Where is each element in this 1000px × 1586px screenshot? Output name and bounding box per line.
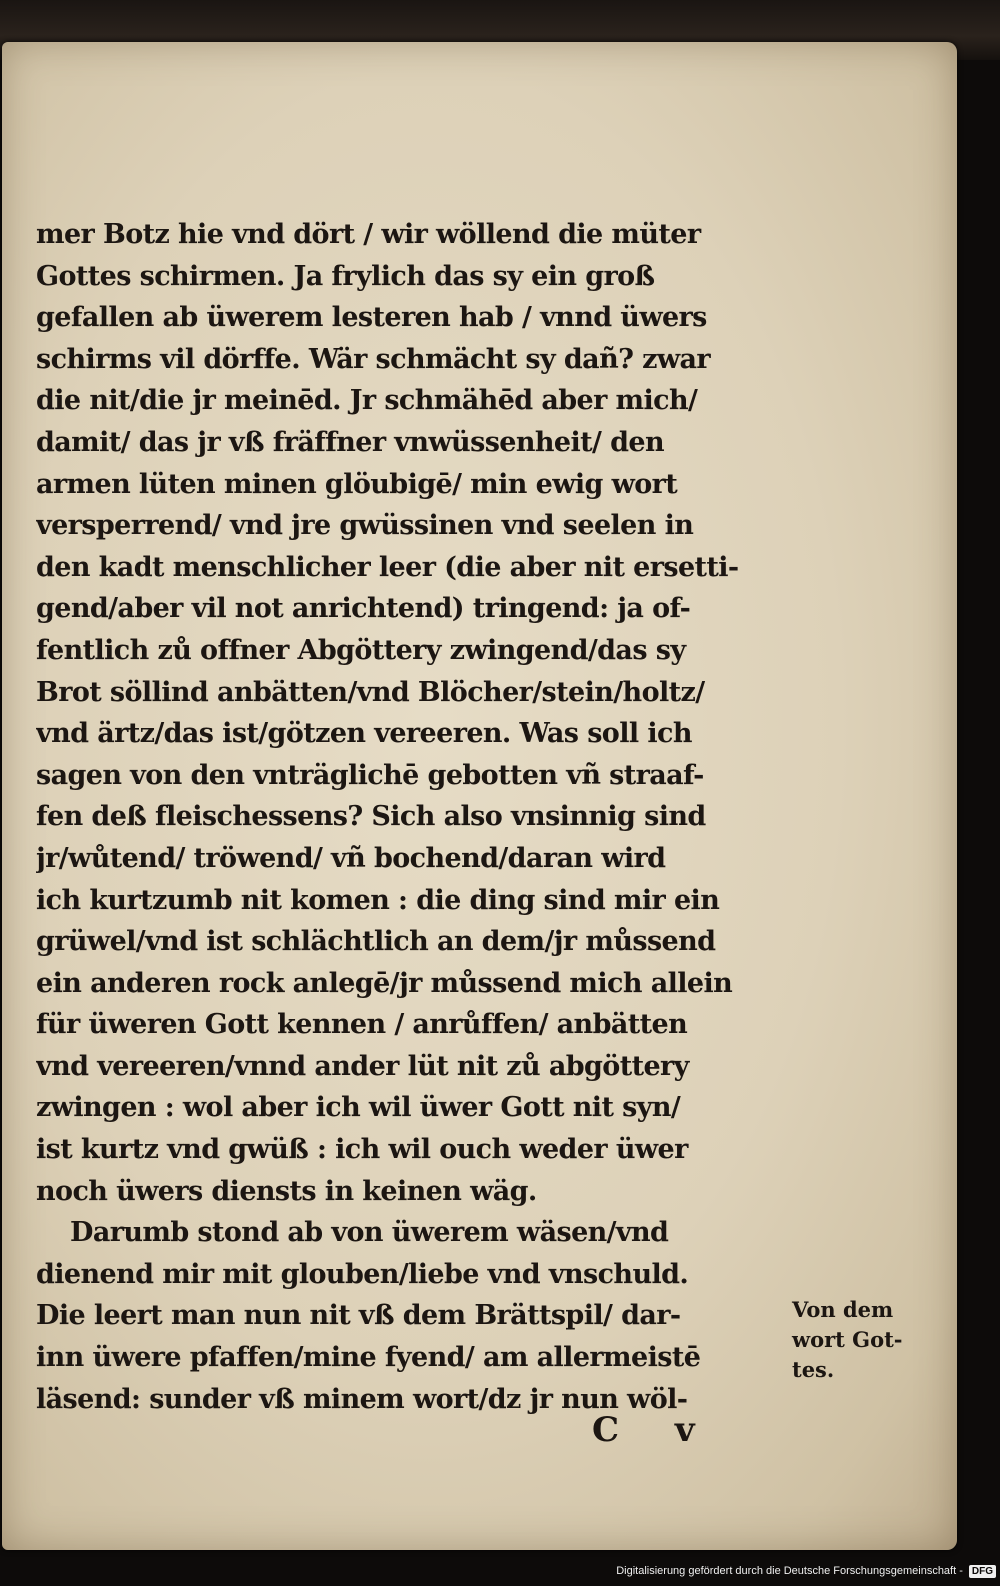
text-line: dienend mir mit glouben/liebe vnd vnschuld. <box>36 1258 689 1290</box>
text-line: mer Botz hie vnd dört / wir wöllend die müter <box>36 219 701 250</box>
text-line: gend/aber vil not anrichtend) tringend: ja of- <box>36 593 691 625</box>
text-line: zwingen : wol aber ich wil üwer Gott nit syn/ <box>36 1092 681 1124</box>
main-text-block <box>36 214 796 1420</box>
text-line: vnd ärtz/das ist/götzen vereeren. Was soll ich <box>36 718 692 750</box>
text-line: ich kurtzumb nit komen : die ding sind mir ein <box>36 884 720 916</box>
book-page <box>2 42 957 1550</box>
text-line: jr/wůtend/ tröwend/ vñ bochend/daran wird <box>36 842 666 874</box>
text-line: die nit/die jr meinēd. Jr schmähēd aber mich/ <box>36 385 698 417</box>
text-line: damit/ das jr vß fräffner vnwüssenheit/ den <box>36 426 664 458</box>
text-line: Brot söllind anbätten/vnd Blöcher/stein/holtz/ <box>36 676 705 708</box>
footer-credit: Digitalisierung gefördert durch die Deutsche Forschungsgemeinschaft - <box>616 1565 963 1577</box>
text-line: sagen von den vnträglichē gebotten vñ straaf- <box>36 759 704 791</box>
text-line: für üweren Gott kennen / anrůffen/ anbätten <box>36 1009 688 1041</box>
text-line: den kadt menschlicher leer (die aber nit ersetti- <box>36 551 739 583</box>
margin-note-line: Von dem <box>792 1297 894 1322</box>
text-line: noch üwers diensts in keinen wäg. <box>36 1175 537 1207</box>
text-line: gefallen ab üwerem lesteren hab / vnnd üwers <box>36 302 707 334</box>
text-line: läsend: sunder vß minem wort/dz jr nun wöl- <box>36 1383 688 1415</box>
text-line: Darumb stond ab von üwerem wäsen/vnd <box>70 1217 669 1249</box>
text-line: vnd vereeren/vnnd ander lüt nit zů abgöttery <box>36 1050 689 1082</box>
text-line: fentlich zů offner Abgöttery zwingend/das sy <box>36 634 686 666</box>
text-line: Die leert man nun nit vß dem Brättspil/ dar- <box>36 1300 681 1332</box>
text-line: ein anderen rock anlegē/jr můssend mich allein <box>36 967 733 999</box>
text-line: inn üwere pfaffen/mine fyend/ am allermeistē <box>36 1342 701 1374</box>
text-line: versperrend/ vnd jre gwüssinen vnd seelen in <box>36 510 694 542</box>
text-line: Gottes schirmen. Ja frylich das sy ein groß <box>36 260 655 292</box>
text-line: armen lüten minen glöubigē/ min ewig wort <box>36 468 678 500</box>
dfg-logo-icon: DFG <box>969 1565 996 1578</box>
signature-mark: C v <box>592 1410 717 1450</box>
margin-note <box>792 1295 952 1385</box>
margin-note-line: wort Got- <box>792 1327 903 1352</box>
digitization-footer <box>616 1558 996 1584</box>
text-line: schirms vil dörffe. Wär schmächt sy dañ? zwar <box>36 343 711 375</box>
text-line: fen deß fleischessens? Sich also vnsinnig sind <box>36 801 706 833</box>
text-line: grüwel/vnd ist schlächtlich an dem/jr můssend <box>36 926 716 958</box>
margin-note-line: tes. <box>792 1357 835 1382</box>
text-line: ist kurtz vnd gwüß : ich wil ouch weder üwer <box>36 1134 688 1166</box>
